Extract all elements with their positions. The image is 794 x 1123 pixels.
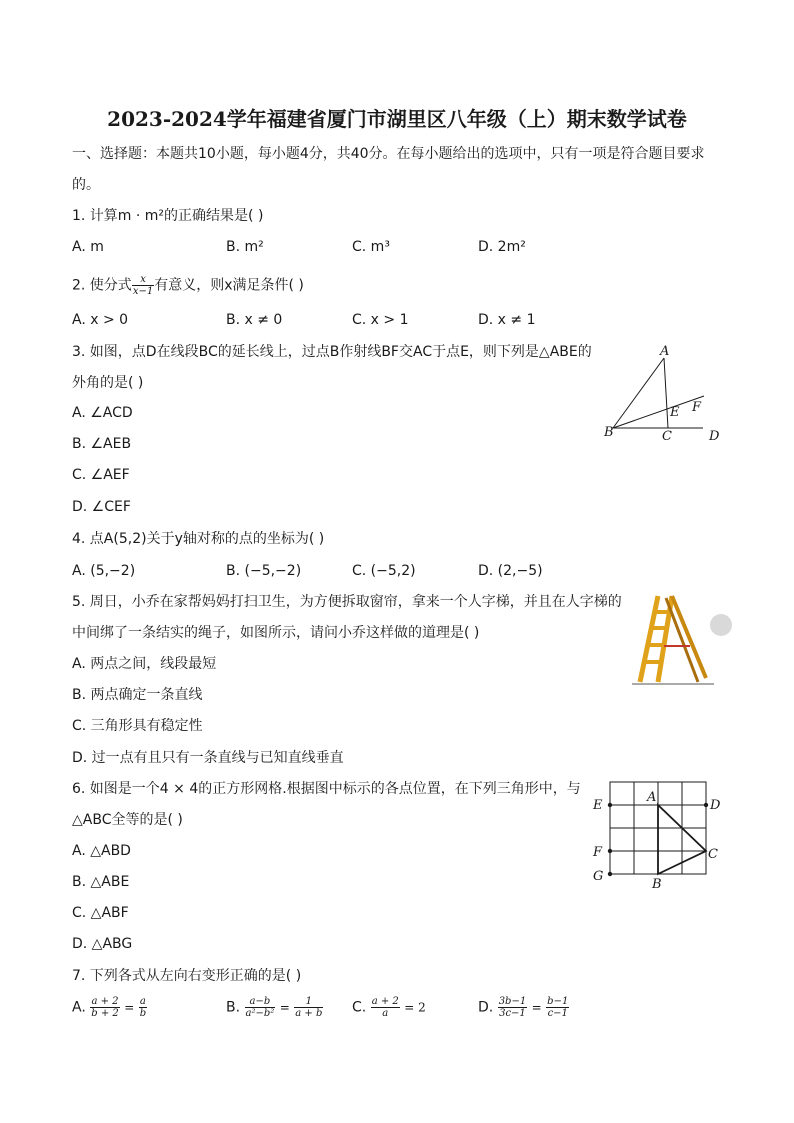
q7-c-letter: C. bbox=[352, 999, 367, 1016]
point-g bbox=[608, 872, 612, 876]
grid-label-g: G bbox=[593, 869, 604, 884]
ladder-front-left-rail bbox=[640, 596, 658, 682]
q7-a-rnum: a bbox=[139, 996, 146, 1007]
question-6-stem-cont: △ABC全等的是( ) bbox=[72, 812, 183, 828]
q1-option-a: A. m bbox=[72, 239, 104, 255]
question-6-stem: 6. 如图是一个4 × 4的正方形网格.根据图中标示的各点位置，在下列三角形中，与 bbox=[72, 781, 581, 797]
q4-option-c: C. (−5,2) bbox=[352, 563, 416, 579]
q7-a-eq: = bbox=[124, 1000, 135, 1015]
q1-option-d: D. 2m² bbox=[478, 239, 526, 255]
q4-option-d: D. (2,−5) bbox=[478, 563, 543, 579]
q7-d-rnum: b−1 bbox=[547, 996, 569, 1007]
q7-d-left-frac bbox=[498, 996, 528, 1019]
question-5-stem: 5. 周日，小乔在家帮妈妈打扫卫生，为方便拆取窗帘，拿来一个人字梯，并且在人字梯的 bbox=[72, 594, 622, 610]
ladder-image bbox=[628, 590, 718, 690]
q2-stem-pre: 2. 使分式 bbox=[72, 277, 132, 294]
q1-option-c: C. m³ bbox=[352, 239, 390, 255]
grid-label-d: D bbox=[710, 798, 721, 813]
q3-option-c: C. ∠AEF bbox=[72, 467, 130, 483]
q2-fraction bbox=[132, 274, 154, 297]
q7-option-d bbox=[478, 996, 569, 1019]
ray-bf bbox=[613, 396, 704, 428]
label-b: B bbox=[604, 425, 614, 440]
question-3-stem-cont: 外角的是( ) bbox=[72, 375, 144, 391]
q7-option-b bbox=[226, 996, 323, 1019]
q6-grid-figure bbox=[590, 778, 730, 890]
q2-option-b: B. x ≠ 0 bbox=[226, 312, 283, 328]
q5-option-c: C. 三角形具有稳定性 bbox=[72, 718, 203, 734]
point-d bbox=[704, 803, 708, 807]
q2-option-d: D. x ≠ 1 bbox=[478, 312, 536, 328]
question-1-stem: 1. 计算m · m²的正确结果是( ) bbox=[72, 208, 264, 224]
question-4-stem: 4. 点A(5,2)关于y轴对称的点的坐标为( ) bbox=[72, 531, 325, 547]
label-d: D bbox=[709, 429, 720, 444]
q7-b-lnum: a−b bbox=[245, 996, 276, 1008]
q7-d-right-frac bbox=[546, 996, 569, 1019]
q7-d-lnum: 3b−1 bbox=[498, 996, 527, 1007]
q7-a-lden: b + 2 bbox=[91, 1008, 119, 1019]
point-e bbox=[608, 803, 612, 807]
q7-b-letter: B. bbox=[226, 999, 241, 1016]
q7-d-rden: c−1 bbox=[547, 1008, 568, 1019]
q5-option-a: A. 两点之间，线段最短 bbox=[72, 656, 217, 672]
q7-c-lden: a bbox=[382, 1008, 389, 1019]
label-a: A bbox=[660, 344, 670, 359]
grid-label-b: B bbox=[652, 877, 662, 890]
q3-option-b: B. ∠AEB bbox=[72, 436, 132, 452]
q7-c-left-frac bbox=[371, 996, 400, 1019]
q7-a-lnum: a + 2 bbox=[91, 996, 119, 1007]
q3-option-d: D. ∠CEF bbox=[72, 499, 131, 515]
q7-a-right-frac bbox=[139, 996, 147, 1019]
question-2-stem bbox=[72, 274, 304, 297]
ladder-back-rail-2 bbox=[666, 598, 698, 682]
scroll-handle[interactable] bbox=[710, 614, 732, 636]
q2-option-a: A. x > 0 bbox=[72, 312, 129, 328]
ladder-back-rail bbox=[672, 596, 706, 678]
q7-b-rden: a + b bbox=[295, 1008, 323, 1019]
section-heading: 一、选择题：本题共10小题，每小题4分，共40分。在每小题给出的选项中，只有一项是符合题目要求 bbox=[72, 146, 705, 162]
grid-label-c: C bbox=[708, 847, 718, 862]
q1-option-b: B. m² bbox=[226, 239, 264, 255]
q7-b-right-frac bbox=[294, 996, 323, 1019]
q3-option-a: A. ∠ACD bbox=[72, 405, 133, 421]
label-f: F bbox=[692, 400, 702, 415]
q6-option-d: D. △ABG bbox=[72, 936, 133, 952]
line-ac bbox=[664, 358, 668, 428]
q7-b-lden: a²−b² bbox=[245, 1008, 275, 1019]
q6-option-c: C. △ABF bbox=[72, 905, 129, 921]
q7-a-rden: b bbox=[139, 1008, 147, 1019]
q7-c-eq: = 2 bbox=[404, 1000, 426, 1015]
grid-label-a: A bbox=[647, 790, 657, 805]
question-7-stem: 7. 下列各式从左向右变形正确的是( ) bbox=[72, 968, 302, 984]
q6-option-b: B. △ABE bbox=[72, 874, 130, 890]
q2-option-c: C. x > 1 bbox=[352, 312, 409, 328]
line-ab bbox=[613, 358, 664, 428]
q7-d-eq: = bbox=[531, 1000, 542, 1015]
page-title: 2023-2024学年福建省厦门市湖里区八年级（上）期末数学试卷 bbox=[107, 107, 687, 131]
q7-c-lnum: a + 2 bbox=[371, 996, 399, 1007]
q7-b-eq: = bbox=[279, 1000, 290, 1015]
q7-a-left-frac bbox=[90, 996, 120, 1019]
question-3-stem: 3. 如图，点D在线段BC的延长线上，过点B作射线BF交AC于点E，则下列是△ABE的 bbox=[72, 344, 592, 360]
q5-option-b: B. 两点确定一条直线 bbox=[72, 687, 203, 703]
q5-option-d: D. 过一点有且只有一条直线与已知直线垂直 bbox=[72, 750, 344, 766]
q2-frac-num: x bbox=[132, 274, 154, 286]
q7-option-a bbox=[72, 996, 147, 1019]
q4-option-a: A. (5,−2) bbox=[72, 563, 136, 579]
q2-frac-den: x−1 bbox=[132, 286, 154, 297]
point-f bbox=[608, 849, 612, 853]
grid-label-e: E bbox=[593, 798, 603, 813]
q7-d-letter: D. bbox=[478, 999, 494, 1016]
q4-option-b: B. (−5,−2) bbox=[226, 563, 302, 579]
grid-label-f: F bbox=[593, 845, 603, 860]
label-e: E bbox=[670, 405, 680, 420]
q7-a-letter: A. bbox=[72, 999, 86, 1016]
q2-stem-post: 有意义，则x满足条件( ) bbox=[154, 277, 304, 294]
section-heading-cont: 的。 bbox=[72, 177, 100, 193]
q3-triangle-figure bbox=[598, 342, 728, 447]
label-c: C bbox=[662, 429, 672, 444]
question-5-stem-cont: 中间绑了一条结实的绳子，如图所示，请问小乔这样做的道理是( ) bbox=[72, 625, 480, 641]
q7-d-lden: 3c−1 bbox=[499, 1008, 526, 1019]
q7-b-rnum: 1 bbox=[294, 996, 323, 1008]
q6-option-a: A. △ABD bbox=[72, 843, 131, 859]
q7-option-c bbox=[352, 996, 426, 1019]
q7-b-left-frac bbox=[245, 996, 276, 1019]
